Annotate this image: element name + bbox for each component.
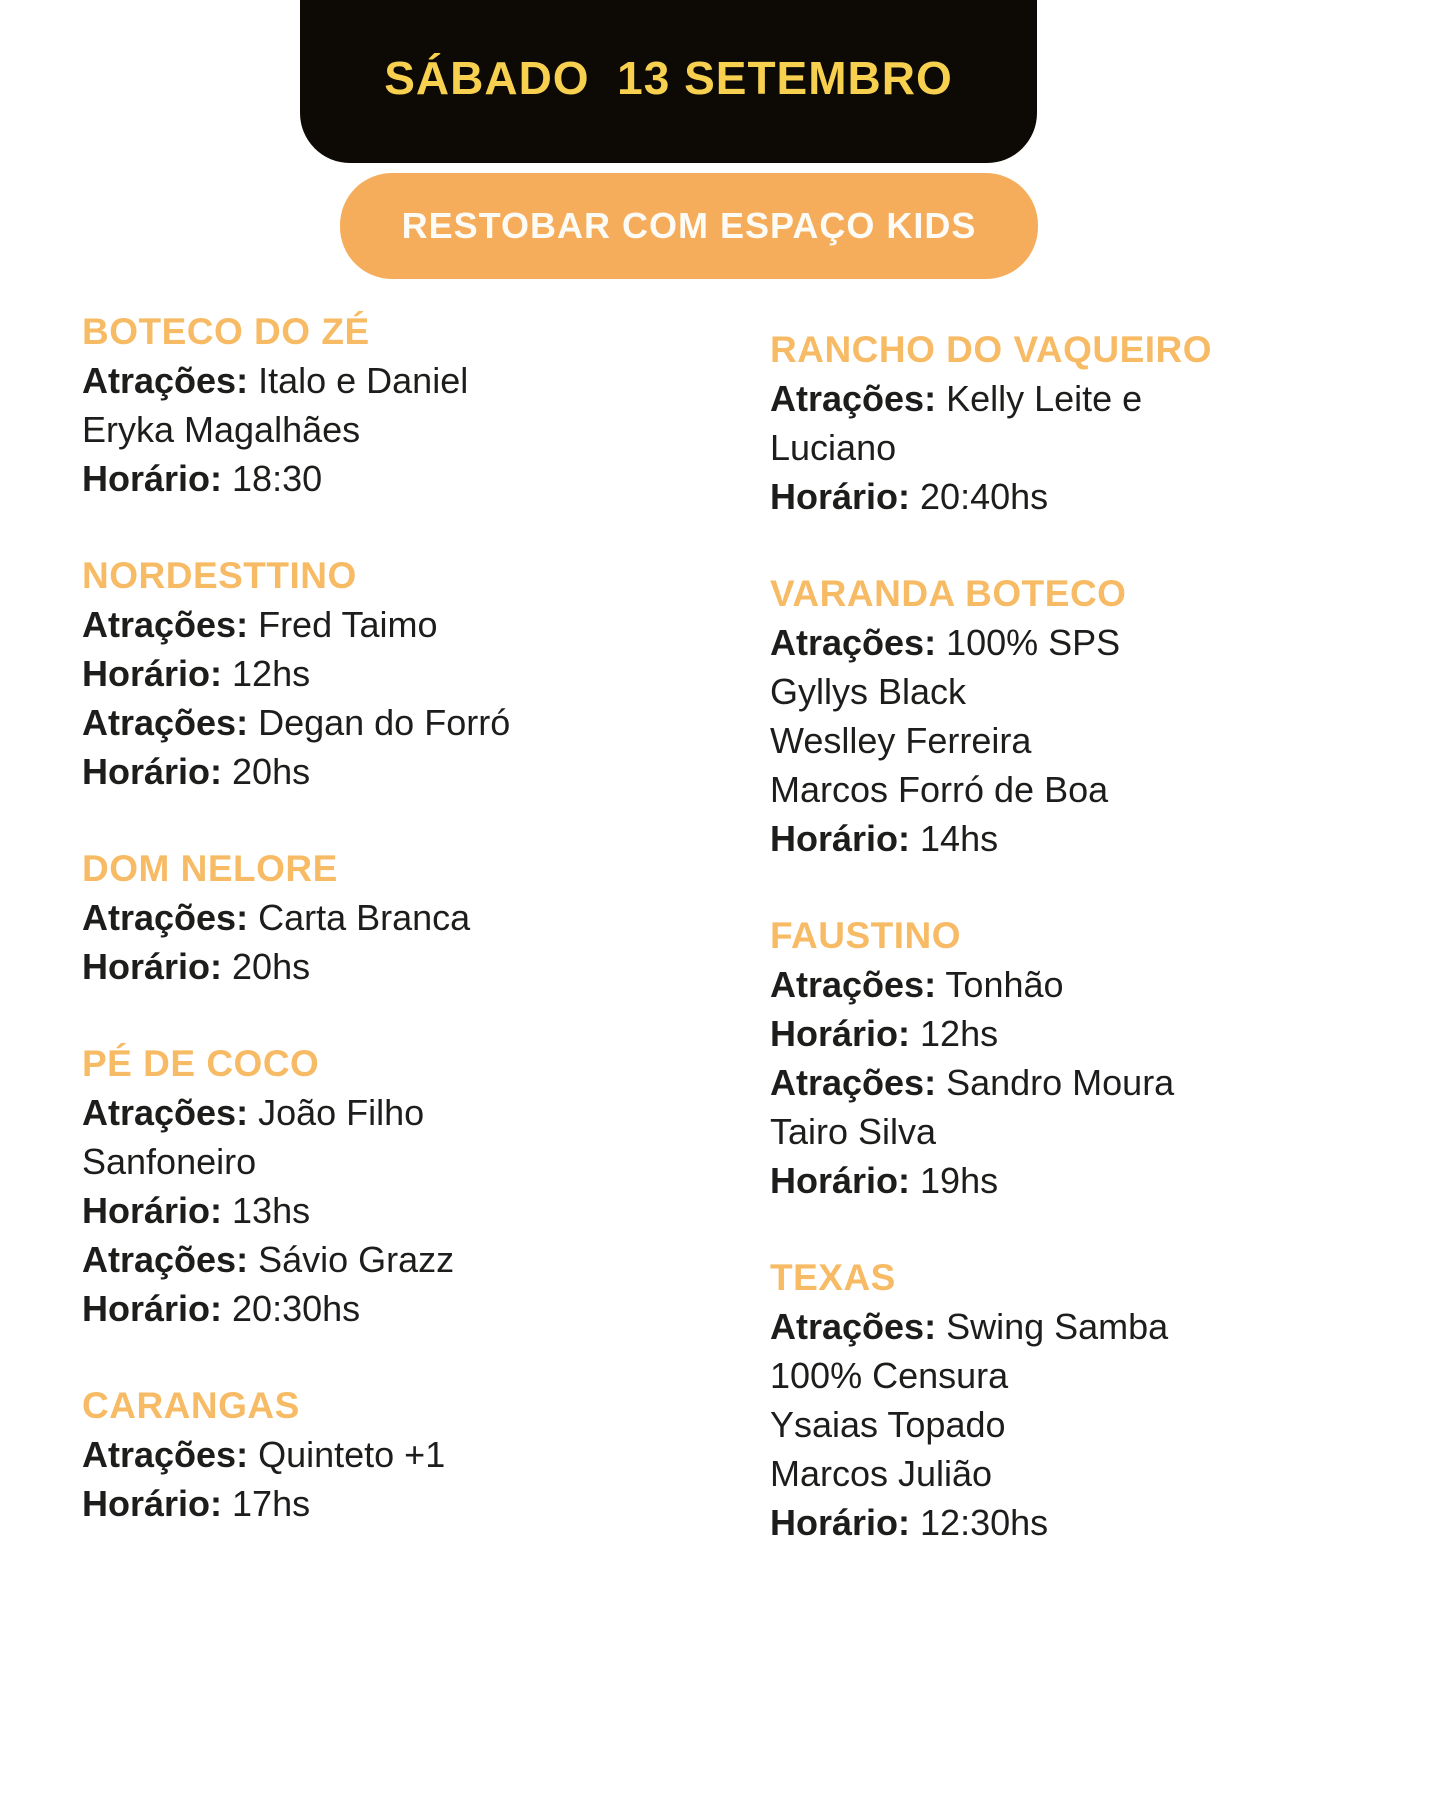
schedule-line: Atrações: Fred Taimo	[82, 604, 438, 645]
schedule-column-right	[770, 325, 1410, 1595]
venue-name: VARANDA BOTECO	[770, 573, 1127, 614]
schedule-line: Horário: 18:30	[82, 458, 323, 499]
schedule-line: Horário: 12:30hs	[770, 1502, 1049, 1543]
line-label: Atrações:	[770, 1306, 937, 1347]
schedule-line: Atrações: Sávio Grazz	[82, 1239, 455, 1280]
schedule-column-left	[82, 307, 722, 1576]
venue-name: DOM NELORE	[82, 848, 338, 889]
schedule-line: 100% Censura	[770, 1355, 1009, 1396]
schedule-line: Atrações: Swing Samba	[770, 1306, 1169, 1347]
line-label: Atrações:	[82, 1092, 249, 1133]
line-label: Atrações:	[770, 378, 937, 419]
line-label: Atrações:	[770, 1062, 937, 1103]
line-label: Atrações:	[82, 702, 249, 743]
schedule-line: Horário: 17hs	[82, 1483, 311, 1524]
line-label: Horário:	[82, 751, 223, 792]
venue-name: TEXAS	[770, 1257, 896, 1298]
schedule-line: Atrações: Tonhão	[770, 964, 1064, 1005]
venue-block	[82, 1381, 722, 1528]
schedule-line: Atrações: Italo e Daniel	[82, 360, 469, 401]
schedule-line: Horário: 20:40hs	[770, 476, 1049, 517]
schedule-line: Marcos Forró de Boa	[770, 769, 1109, 810]
subtitle-pill	[340, 173, 1038, 279]
schedule-line: Atrações: Degan do Forró	[82, 702, 511, 743]
venue-block	[770, 325, 1410, 521]
venue-name: PÉ DE COCO	[82, 1043, 320, 1084]
schedule-line: Atrações: João Filho	[82, 1092, 425, 1133]
venue-block	[770, 569, 1410, 863]
schedule-line: Atrações: Sandro Moura	[770, 1062, 1175, 1103]
venue-block	[82, 551, 722, 796]
schedule-line: Marcos Julião	[770, 1453, 993, 1494]
schedule-line: Horário: 20hs	[82, 751, 311, 792]
schedule-line: Weslley Ferreira	[770, 720, 1032, 761]
line-label: Atrações:	[770, 964, 937, 1005]
venue-block	[770, 911, 1410, 1205]
schedule-line: Atrações: Quinteto +1	[82, 1434, 446, 1475]
schedule-line: Ysaias Topado	[770, 1404, 1006, 1445]
line-label: Horário:	[770, 818, 911, 859]
line-label: Atrações:	[770, 622, 937, 663]
line-label: Horário:	[770, 1502, 911, 1543]
venue-block	[82, 844, 722, 991]
schedule-line: Atrações: Kelly Leite e	[770, 378, 1143, 419]
line-label: Atrações:	[82, 897, 249, 938]
schedule-line: Atrações: 100% SPS	[770, 622, 1121, 663]
schedule-line: Horário: 20:30hs	[82, 1288, 361, 1329]
schedule-line: Horário: 14hs	[770, 818, 999, 859]
line-label: Horário:	[82, 1483, 223, 1524]
venue-name: RANCHO DO VAQUEIRO	[770, 329, 1213, 370]
date-banner-label: SÁBADO 13 SETEMBRO	[384, 51, 953, 104]
venue-name: NORDESTTINO	[82, 555, 357, 596]
line-label: Horário:	[82, 458, 223, 499]
schedule-line: Tairo Silva	[770, 1111, 937, 1152]
venue-name: BOTECO DO ZÉ	[82, 311, 370, 352]
line-label: Horário:	[82, 1190, 223, 1231]
schedule-line: Atrações: Carta Branca	[82, 897, 471, 938]
line-label: Horário:	[770, 476, 911, 517]
line-label: Atrações:	[82, 1239, 249, 1280]
schedule-line: Luciano	[770, 427, 897, 468]
date-banner	[300, 0, 1037, 163]
schedule-line: Sanfoneiro	[82, 1141, 257, 1182]
schedule-line: Horário: 13hs	[82, 1190, 311, 1231]
line-label: Horário:	[82, 653, 223, 694]
line-label: Atrações:	[82, 1434, 249, 1475]
schedule-line: Horário: 12hs	[82, 653, 311, 694]
venue-name: FAUSTINO	[770, 915, 962, 956]
line-label: Horário:	[770, 1013, 911, 1054]
schedule-line: Horário: 19hs	[770, 1160, 999, 1201]
line-label: Horário:	[82, 946, 223, 987]
schedule-line: Horário: 20hs	[82, 946, 311, 987]
venue-block	[82, 307, 722, 503]
line-label: Horário:	[770, 1160, 911, 1201]
subtitle-pill-label: RESTOBAR COM ESPAÇO KIDS	[401, 205, 977, 246]
line-label: Atrações:	[82, 360, 249, 401]
schedule-line: Gyllys Black	[770, 671, 967, 712]
line-label: Horário:	[82, 1288, 223, 1329]
venue-block	[770, 1253, 1410, 1547]
line-label: Atrações:	[82, 604, 249, 645]
schedule-line: Horário: 12hs	[770, 1013, 999, 1054]
schedule-line: Eryka Magalhães	[82, 409, 361, 450]
venue-block	[82, 1039, 722, 1333]
venue-name: CARANGAS	[82, 1385, 300, 1426]
